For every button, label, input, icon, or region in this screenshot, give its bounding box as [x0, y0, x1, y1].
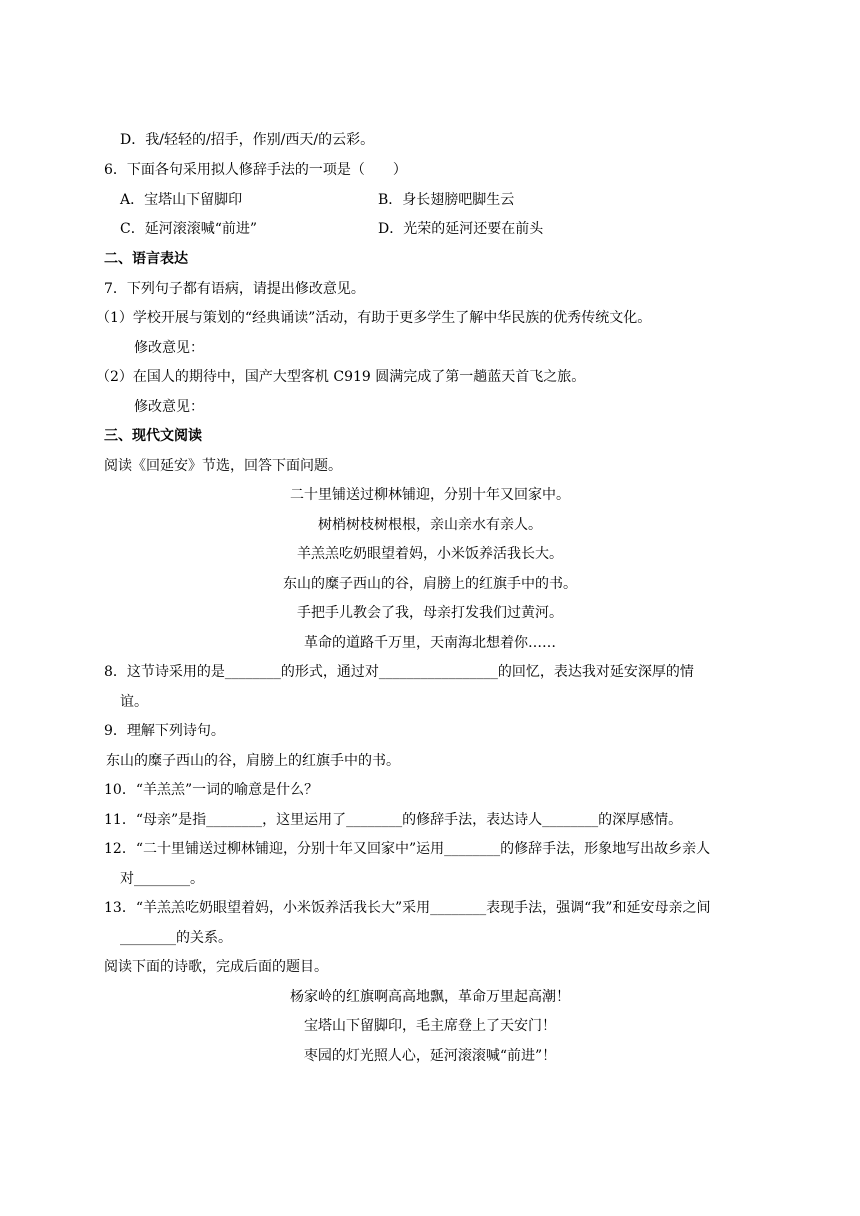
- q6-options-row1: [0, 190, 860, 210]
- section2-heading: 二、语言表达: [104, 251, 188, 267]
- poem2-line: 枣园的灯光照人心，延河滚滚喊“前进”！: [303, 1048, 557, 1064]
- q11: 11．“母亲”是指________，这里运用了________的修辞手法，表达诗人________的深厚感情。: [104, 812, 683, 828]
- q12-line1: 12．“二十里铺送过柳林铺迎，分别十年又回家中”运用________的修辞手法，形象地写出故乡亲人: [104, 841, 711, 857]
- section3-heading: 三、现代文阅读: [104, 428, 202, 444]
- poem2-line: 宝塔山下留脚印，毛主席登上了天安门！: [304, 1018, 556, 1034]
- poem-line: 羊羔羔吃奶眼望着妈，小米饭养活我长大。: [297, 546, 563, 562]
- q12-line2: 对________。: [120, 871, 204, 887]
- q6-options-row2: [0, 219, 860, 239]
- poem-line: 手把手儿教会了我，母亲打发我们过黄河。: [297, 605, 563, 621]
- poem-line: 革命的道路千万里，天南海北想着你……: [304, 635, 556, 651]
- q7-1-hint: 修改意见：: [134, 340, 204, 356]
- q9-quote: 东山的糜子西山的谷，肩膀上的红旗手中的书。: [106, 753, 400, 769]
- q6-option-a: A．宝塔山下留脚印: [120, 192, 243, 208]
- q6-option-d: D．光荣的延河还要在前头: [378, 221, 544, 237]
- q10: 10．“羊羔羔”一词的喻意是什么？: [104, 782, 319, 798]
- q6-stem: 6．下面各句采用拟人修辞手法的一项是（ ）: [104, 162, 407, 178]
- q6-option-b: B．身长翅膀吧脚生云: [378, 192, 515, 208]
- q7-stem: 7．下列句子都有语病，请提出修改意见。: [104, 281, 365, 297]
- q7-1: （1）学校开展与策划的“经典诵读”活动，有助于更多学生了解中华民族的优秀传统文化。: [96, 310, 652, 326]
- q6-option-c: C．延河滚滚喊“前进”: [120, 221, 258, 237]
- q7-2-hint: 修改意见：: [134, 399, 204, 415]
- poem-line: 二十里铺送过柳林铺迎，分别十年又回家中。: [290, 487, 570, 503]
- poem2-line: 杨家岭的红旗啊高高地飘，革命万里起高潮！: [290, 989, 570, 1005]
- poem-line: 东山的糜子西山的谷，肩膀上的红旗手中的书。: [283, 576, 577, 592]
- q9-stem: 9．理解下列诗句。: [104, 723, 225, 739]
- q13-line2: ________的关系。: [120, 930, 232, 946]
- reading-intro: 阅读《回延安》节选，回答下面问题。: [104, 458, 342, 474]
- q5-option-d: D．我/轻轻的/招手，作别/西天/的云彩。: [120, 132, 375, 148]
- poem-line: 树梢树枝树根根，亲山亲水有亲人。: [318, 517, 542, 533]
- q8-line2: 谊。: [120, 694, 148, 710]
- q7-2: （2）在国人的期待中，国产大型客机 C919 圆满完成了第一趟蓝天首飞之旅。: [96, 369, 586, 385]
- reading-intro-2: 阅读下面的诗歌，完成后面的题目。: [104, 959, 328, 975]
- q8-line1: 8．这节诗采用的是________的形式，通过对_________________的回忆，表达我对延安深厚的情: [104, 664, 694, 680]
- q13-line1: 13．“羊羔羔吃奶眼望着妈，小米饭养活我长大”采用________表现手法，强调“我”和延安母亲之间: [104, 900, 711, 916]
